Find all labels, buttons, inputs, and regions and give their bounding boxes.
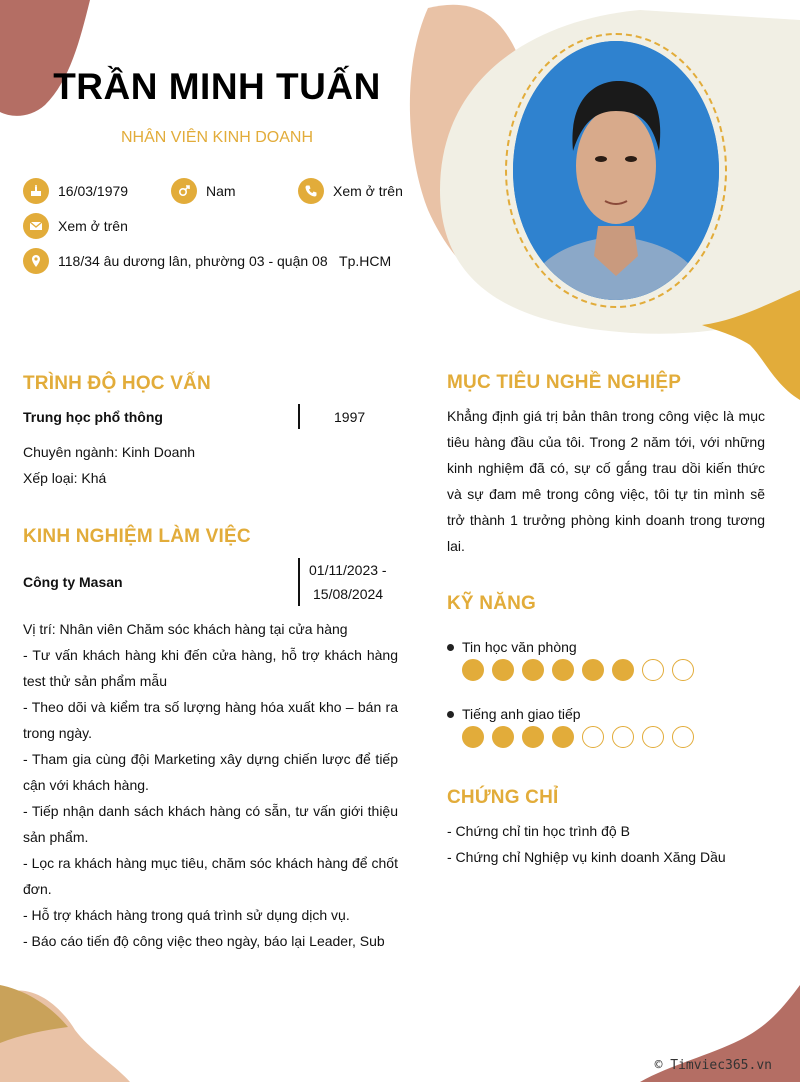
rating-dot-empty bbox=[672, 659, 694, 681]
education-heading: TRÌNH ĐỘ HỌC VẤN bbox=[23, 373, 211, 394]
skill-label: Tin học văn phòng bbox=[462, 639, 577, 655]
experience-duty: - Theo dõi và kiểm tra số lượng hàng hóa xuất kho – bán ra trong ngày. bbox=[23, 699, 398, 741]
rating-dot-empty bbox=[582, 726, 604, 748]
certificate-item: - Chứng chỉ Nghiệp vụ kinh doanh Xăng Dầu bbox=[447, 849, 726, 865]
experience-duty: - Lọc ra khách hàng mục tiêu, chăm sóc khách hàng để chốt đơn. bbox=[23, 855, 398, 897]
education-divider bbox=[298, 404, 300, 429]
rating-dot-filled bbox=[522, 659, 544, 681]
rating-dot-filled bbox=[552, 726, 574, 748]
email-icon bbox=[23, 213, 49, 239]
candidate-name: TRẦN MINH TUẤN bbox=[53, 66, 381, 107]
address-row bbox=[23, 248, 391, 274]
gender-icon bbox=[171, 178, 197, 204]
footer-credit: © Timviec365.vn bbox=[654, 1058, 772, 1073]
rating-dot-filled bbox=[612, 659, 634, 681]
rating-dot-empty bbox=[642, 659, 664, 681]
gender-value: Nam bbox=[206, 183, 236, 199]
education-school: Trung học phổ thông bbox=[23, 409, 163, 425]
skill-label: Tiếng anh giao tiếp bbox=[462, 706, 581, 722]
skill-name bbox=[447, 706, 581, 722]
skills-heading: KỸ NĂNG bbox=[447, 593, 537, 614]
location-icon bbox=[23, 248, 49, 274]
experience-duty: - Tư vấn khách hàng khi đến cửa hàng, hỗ trợ khách hàng test thử sản phẩm mẫu bbox=[23, 647, 398, 689]
profile-photo bbox=[513, 41, 719, 300]
phone-icon bbox=[298, 178, 324, 204]
experience-duty: - Tiếp nhận danh sách khách hàng có sẵn, tư vấn giới thiệu sản phẩm. bbox=[23, 803, 398, 845]
experience-details bbox=[23, 616, 398, 954]
skill-rating bbox=[462, 726, 694, 748]
rating-dot-filled bbox=[492, 726, 514, 748]
rating-dot-filled bbox=[552, 659, 574, 681]
rating-dot-empty bbox=[612, 726, 634, 748]
bottom-left-decoration bbox=[0, 985, 140, 1082]
objective-text: Khẳng định giá trị bản thân trong công việc là mục tiêu hàng đầu của tôi. Trong 2 năm tới, với những kinh nghiệm đã có, sự cố gắng trau dồi kiến thức và sự đam mê trong công việc, tôi tự tin mình sẽ trở thành 1 trưởng phòng kinh doanh trong tương lai. bbox=[447, 408, 765, 554]
profile-photo-frame bbox=[505, 33, 727, 308]
rating-dot-filled bbox=[462, 659, 484, 681]
rating-dot-filled bbox=[522, 726, 544, 748]
rating-dot-filled bbox=[492, 659, 514, 681]
email-value: Xem ở trên bbox=[58, 218, 128, 234]
experience-duty: - Báo cáo tiến độ công việc theo ngày, báo lại Leader, Sub bbox=[23, 933, 385, 949]
experience-duty: - Tham gia cùng đội Marketing xây dựng chiến lược để tiếp cận với khách hàng. bbox=[23, 751, 398, 793]
certificates-heading: CHỨNG CHỈ bbox=[447, 787, 559, 808]
rating-dot-filled bbox=[582, 659, 604, 681]
education-year: 1997 bbox=[334, 409, 366, 425]
experience-duty: - Hỗ trợ khách hàng trong quá trình sử dụng dịch vụ. bbox=[23, 907, 350, 923]
experience-date-start: 01/11/2023 - bbox=[309, 562, 387, 578]
experience-date-end: 15/08/2024 bbox=[313, 586, 384, 602]
birthday-row bbox=[23, 178, 128, 204]
bullet-icon bbox=[447, 644, 454, 651]
skill-rating bbox=[462, 659, 694, 681]
objective-heading: MỤC TIÊU NGHỀ NGHIỆP bbox=[447, 372, 682, 393]
cake-icon bbox=[23, 178, 49, 204]
job-title: NHÂN VIÊN KINH DOANH bbox=[120, 129, 314, 146]
bullet-icon bbox=[447, 711, 454, 718]
experience-heading: KINH NGHIỆM LÀM VIỆC bbox=[23, 526, 251, 547]
experience-divider bbox=[298, 558, 300, 606]
gender-row bbox=[171, 178, 236, 204]
rating-dot-empty bbox=[642, 726, 664, 748]
experience-company: Công ty Masan bbox=[23, 574, 123, 590]
email-row bbox=[23, 213, 128, 239]
education-grade: Xếp loại: Khá bbox=[23, 470, 107, 486]
birthday-value: 16/03/1979 bbox=[58, 183, 129, 199]
certificate-item: - Chứng chỉ tin học trình độ B bbox=[447, 823, 630, 839]
phone-value: Xem ở trên bbox=[333, 183, 403, 199]
rating-dot-empty bbox=[672, 726, 694, 748]
skill-name bbox=[447, 639, 577, 655]
education-major: Chuyên ngành: Kinh Doanh bbox=[23, 444, 196, 460]
address-value: 118/34 âu dương lân, phường 03 - quận 08 Tp.HCM bbox=[58, 253, 392, 269]
experience-position: Vị trí: Nhân viên Chăm sóc khách hàng tại cửa hàng bbox=[23, 621, 348, 637]
phone-row bbox=[298, 178, 403, 204]
rating-dot-filled bbox=[462, 726, 484, 748]
